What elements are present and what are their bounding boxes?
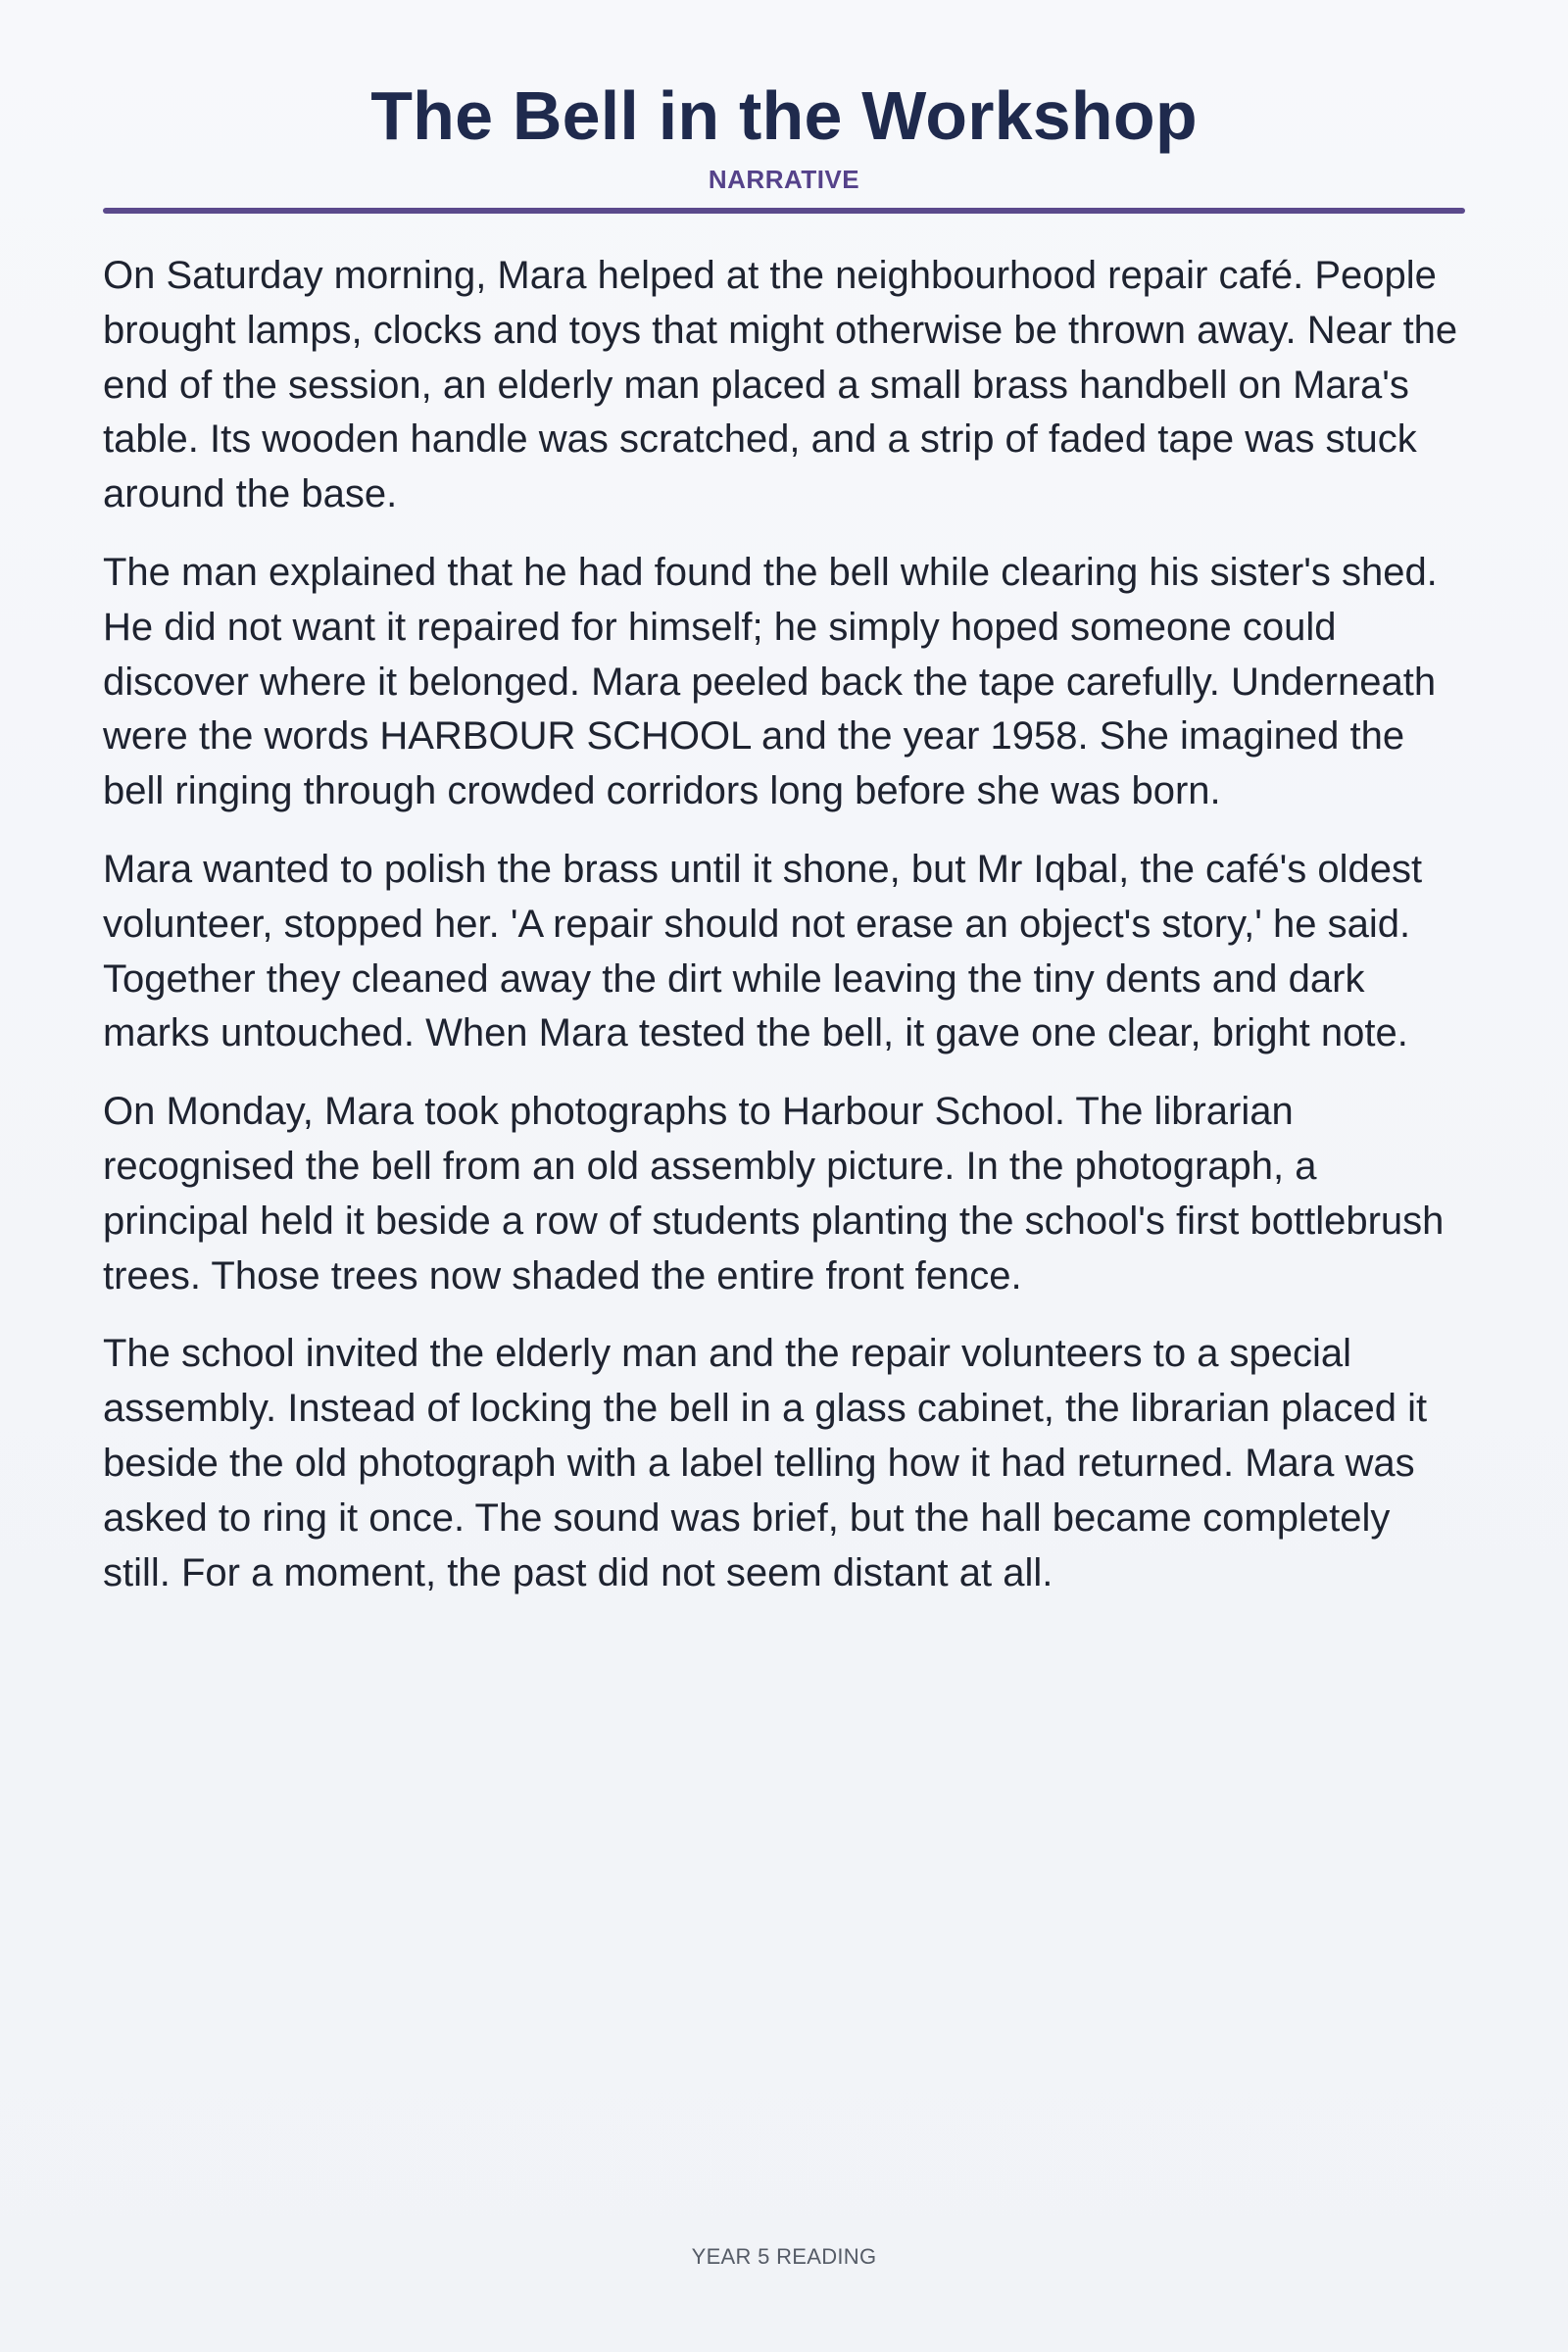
story-paragraph-2: The man explained that he had found the bell while clearing his sister's shed. He did not want it repaired for himself; he simply hoped someone could discover where it belonged. Mara peeled back the tape carefully. Underneath were the words HARBOUR SCHOOL and the year 1958. She imagined the bell ringing through crowded corridors long before she was born. bbox=[103, 550, 1438, 813]
story-paragraph-5: The school invited the elderly man and the repair volunteers to a special assembly. Instead of locking the bell in a glass cabinet, the librarian placed it beside the old photograph with a label telling how it had returned. Mara was asked to ring it once. The sound was brief, but the hall became completely still. For a moment, the past did not seem distant at all. bbox=[103, 1332, 1428, 1594]
story-body bbox=[103, 249, 1465, 1600]
header-divider bbox=[103, 208, 1465, 214]
story-paragraph-4: On Monday, Mara took photographs to Harbour School. The librarian recognised the bell from an old assembly picture. In the photograph, a principal held it beside a row of students planting the school's first bottlebrush trees. Those trees now shaded the entire front fence. bbox=[103, 1090, 1445, 1298]
page-title: The Bell in the Workshop bbox=[370, 77, 1198, 154]
story-paragraph-1: On Saturday morning, Mara helped at the neighbourhood repair café. People brought lamps, clocks and toys that might otherwise be thrown away. Near the end of the session, an elderly man placed a small brass handbell on Mara's table. Its wooden handle was scratched, and a strip of faded tape was stuck around the base. bbox=[103, 254, 1458, 516]
genre-label: NARRATIVE bbox=[708, 165, 860, 194]
page-footer: YEAR 5 READING bbox=[691, 2244, 877, 2269]
story-paragraph-3: Mara wanted to polish the brass until it shone, but Mr Iqbal, the café's oldest volunteer, stopped her. 'A repair should not erase an object's story,' he said. Together they cleaned away the dirt while leaving the tiny dents and dark marks untouched. When Mara tested the bell, it gave one clear, bright note. bbox=[103, 847, 1423, 1055]
document-header bbox=[103, 0, 1465, 214]
